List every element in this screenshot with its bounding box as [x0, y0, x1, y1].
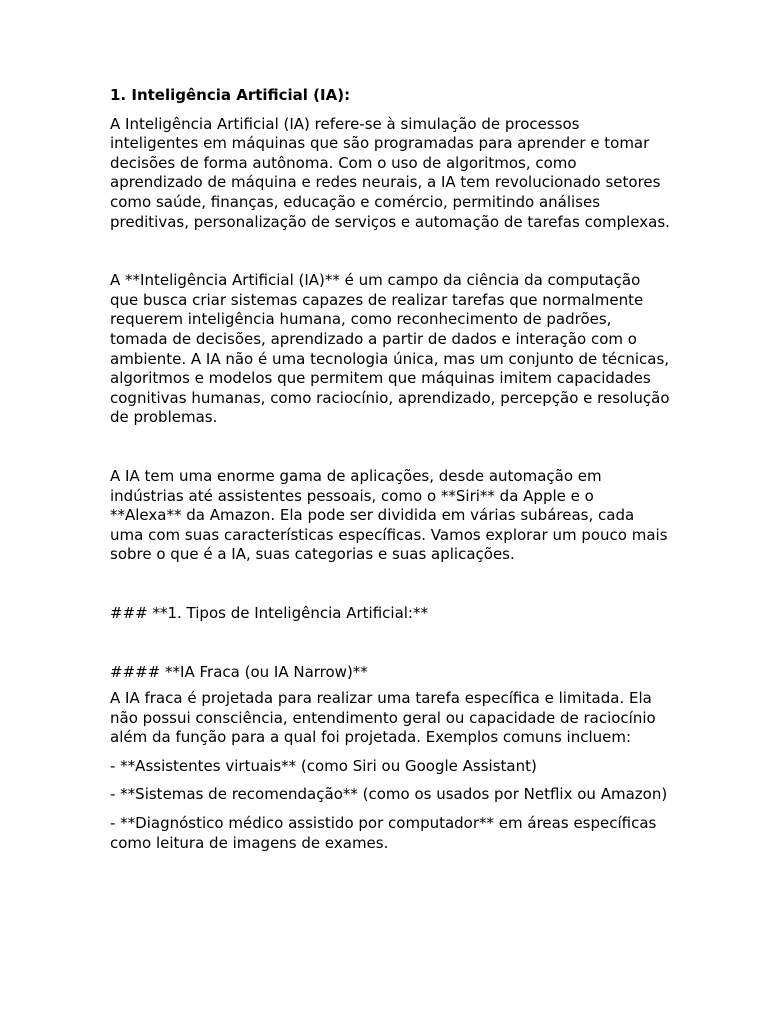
spacer: [110, 805, 670, 814]
spacer: [110, 776, 670, 785]
spacer: [110, 565, 670, 604]
spacer: [110, 623, 670, 663]
list-item: - **Diagnóstico médico assistido por computador** em áreas específicas como leitura de imagens de exames.: [110, 814, 657, 852]
paragraph-applications: A IA tem uma enorme gama de aplicações, desde automação em indústrias até assistentes pessoais, como o **Siri** da Apple e o **Alexa** da Amazon. Ela pode ser dividida em várias subáreas, cada uma com suas características específicas. Vamos explorar um pouco mais sobre o que é a IA, suas categorias e suas aplicações.: [110, 466, 668, 564]
document-heading: 1. Inteligência Artificial (IA):: [110, 86, 351, 104]
section-heading: ### **1. Tipos de Inteligência Artificial:**: [110, 603, 428, 622]
document-page: [110, 86, 670, 853]
spacer: [110, 232, 670, 271]
spacer: [110, 748, 670, 757]
list-item: - **Sistemas de recomendação** (como os usados por Netflix ou Amazon): [110, 785, 668, 804]
list-item: - **Assistentes virtuais** (como Siri ou Google Assistant): [110, 756, 537, 775]
subsection-heading: #### **IA Fraca (ou IA Narrow)**: [110, 663, 368, 682]
paragraph-weak-ai: A IA fraca é projetada para realizar uma tarefa específica e limitada. Ela não possui consciência, entendimento geral ou capacidade de raciocínio além da função para a qual foi projetada. Exemplos comuns incluem:: [110, 689, 656, 747]
paragraph-intro: A Inteligência Artificial (IA) refere-se à simulação de processos inteligentes em máquinas que são programadas para aprender e tomar decisões de forma autônoma. Com o uso de algoritmos, como aprendizado de máquina e redes neurais, a IA tem revolucionado setores como saúde, finanças, educação e comércio, permitindo análises preditivas, personalização de serviços e automação de tarefas complexas.: [110, 114, 670, 231]
paragraph-definition: A **Inteligência Artificial (IA)** é um campo da ciência da computação que busca criar sistemas capazes de realizar tarefas que normalmente requerem inteligência humana, como reconhecimento de padrões, tomada de decisões, aprendizado a partir de dados e interação com o ambiente. A IA não é uma tecnologia única, mas um conjunto de técnicas, algoritmos e modelos que permitem que máquinas imitem capacidades cognitivas humanas, como raciocínio, aprendizado, percepção e resolução de problemas.: [110, 271, 670, 427]
spacer: [110, 428, 670, 467]
